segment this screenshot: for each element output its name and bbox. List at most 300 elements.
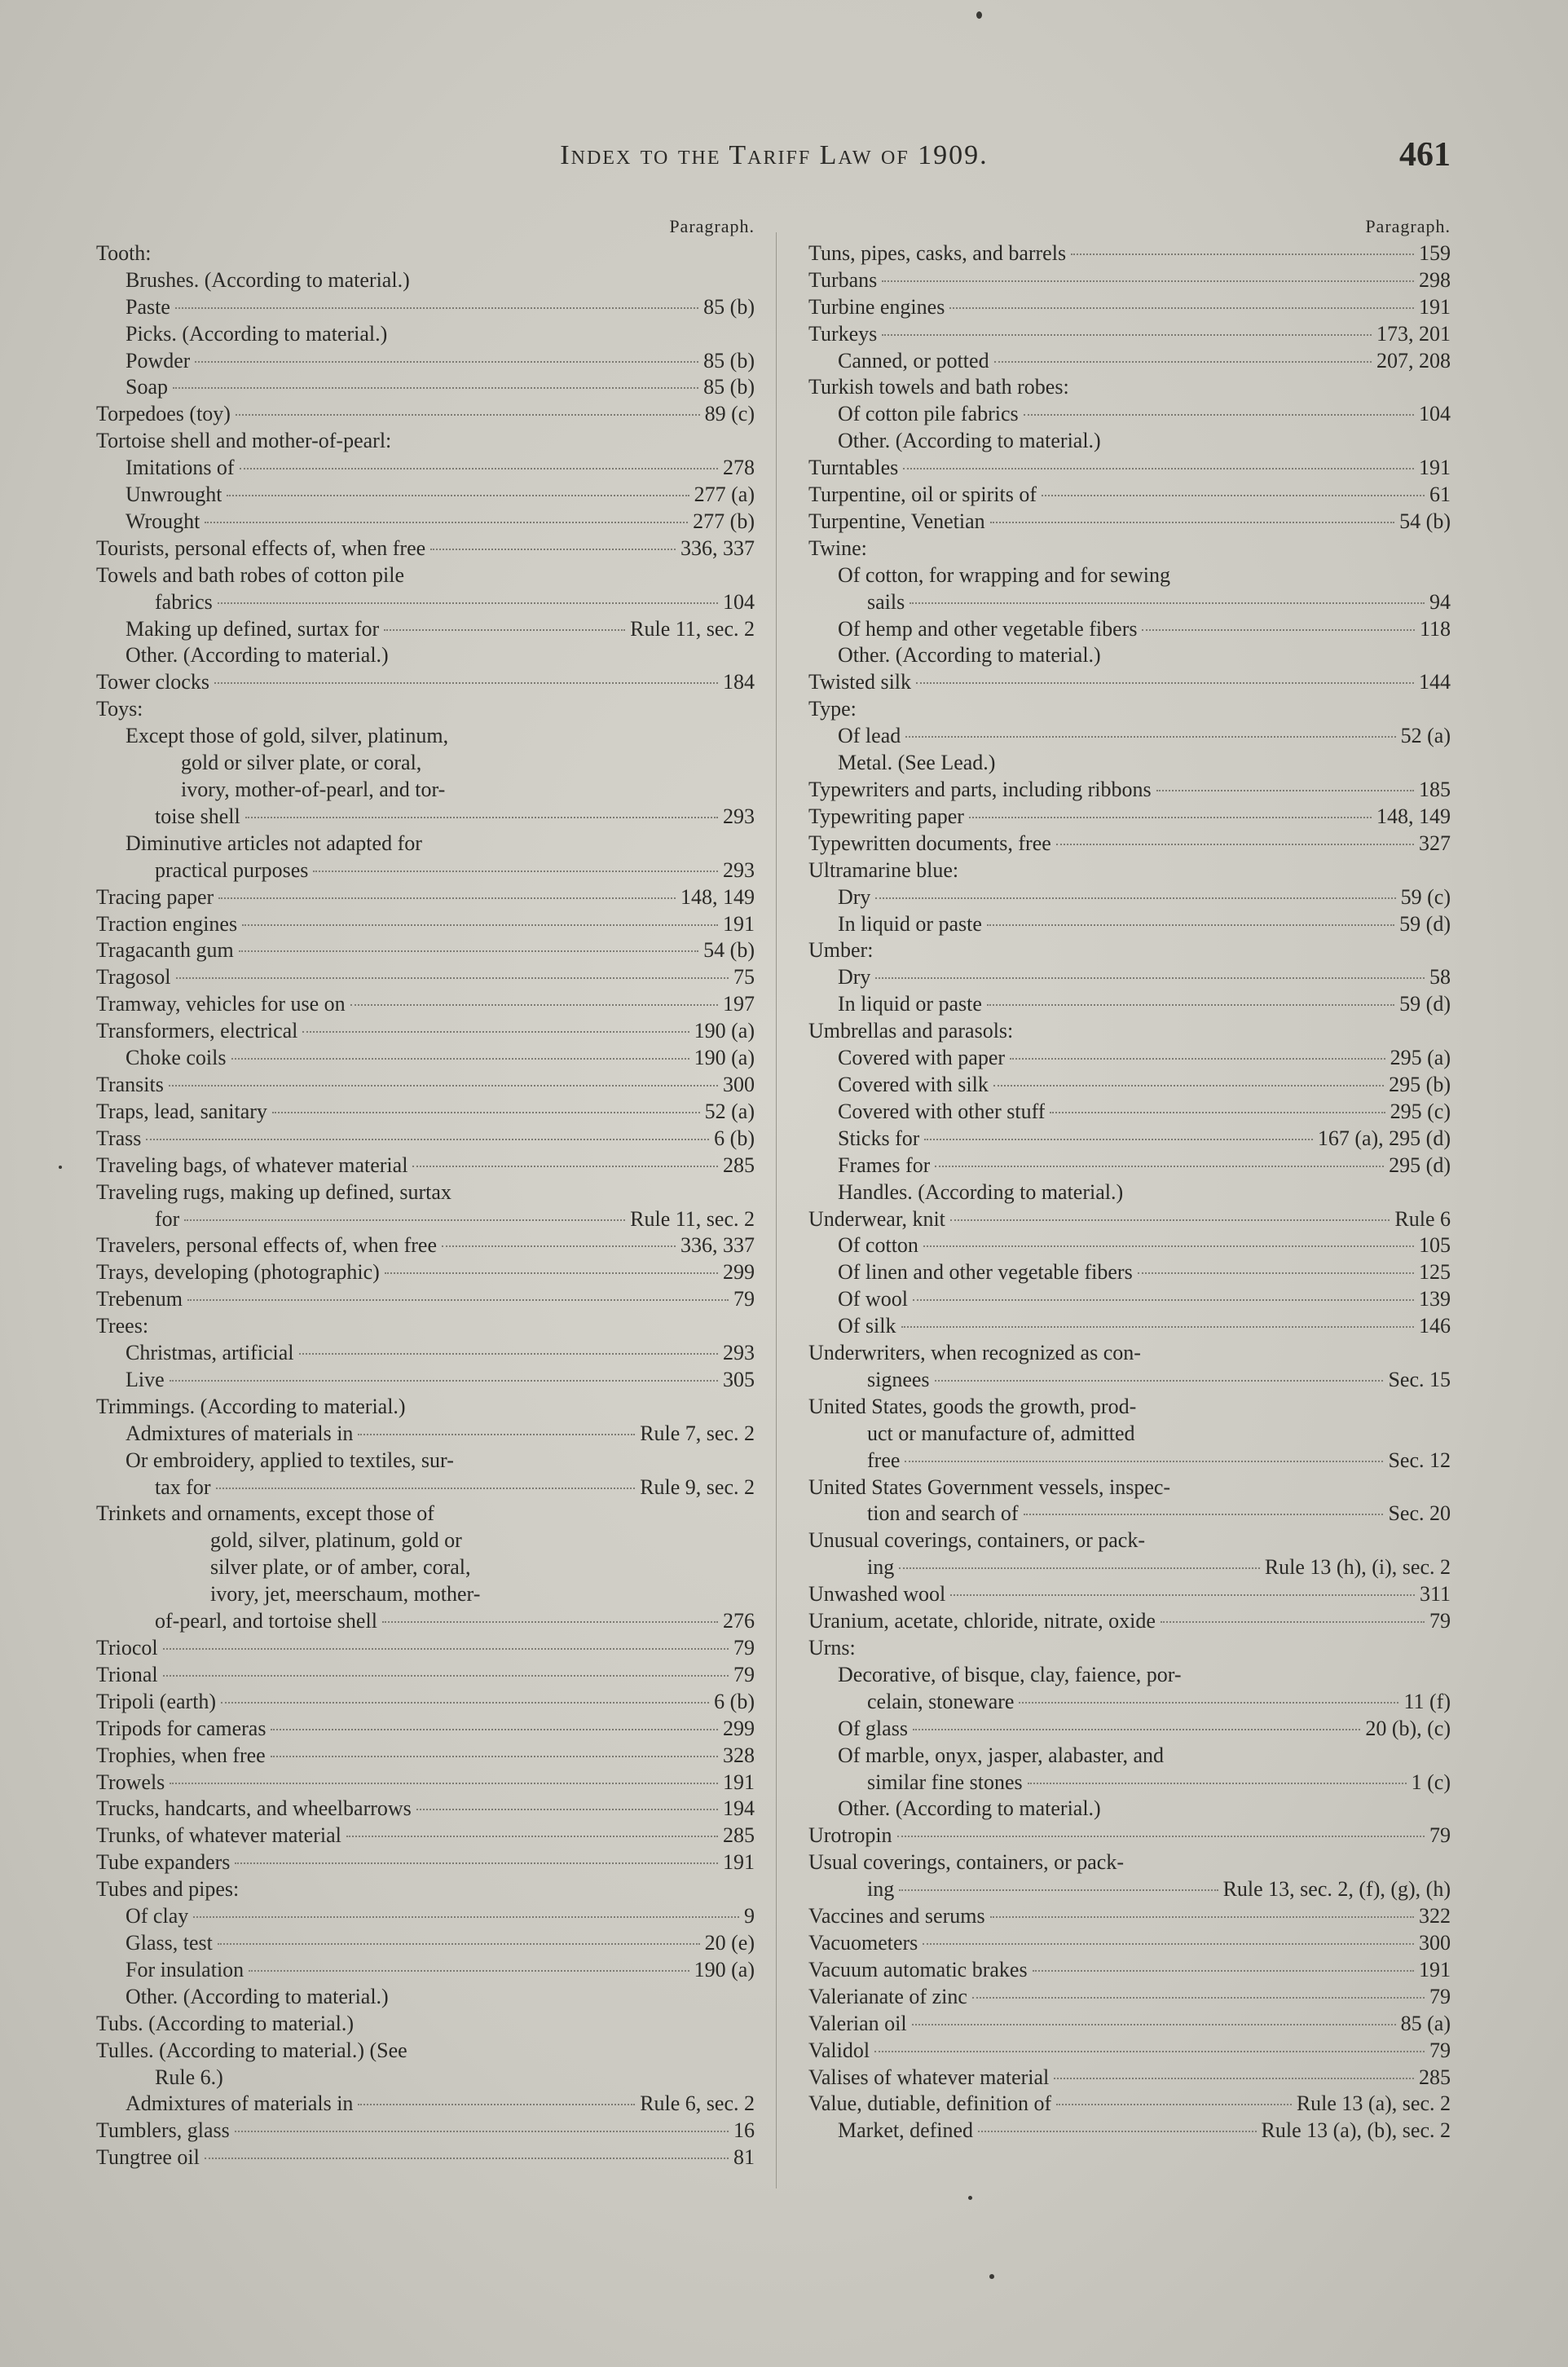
entry-term: Traps, lead, sanitary (96, 1099, 267, 1123)
paragraph-reference: 79 (733, 1662, 755, 1686)
index-entry (96, 911, 755, 938)
index-entry (808, 294, 1451, 321)
paragraph-reference: 173, 201 (1376, 321, 1451, 346)
index-entry (808, 240, 1451, 267)
index-entry (808, 777, 1451, 804)
dot-leader (912, 2024, 1396, 2025)
entry-term: Trays, developing (photographic) (96, 1260, 380, 1285)
paragraph-reference: Sec. 20 (1388, 1501, 1451, 1526)
index-subentry (96, 642, 755, 669)
entry-term: fabrics (155, 589, 213, 614)
entry-term: Of cotton pile fabrics (838, 402, 1019, 426)
entry-term: Picks. (According to material.) (126, 321, 388, 346)
index-subentry (96, 374, 755, 401)
dot-leader (163, 1648, 729, 1650)
entry-term: Tuns, pipes, casks, and barrels (808, 240, 1067, 265)
entry-term: Validol (808, 2038, 870, 2062)
dot-leader (1142, 629, 1414, 631)
paragraph-reference: 144 (1419, 670, 1451, 694)
index-entry-continuation: Trinkets and ornaments, except those of (96, 1501, 434, 1526)
entry-term: Tumblers, glass (96, 2118, 230, 2143)
dot-leader (1156, 790, 1414, 791)
entry-term: Wrought (126, 509, 200, 533)
paragraph-reference: 293 (723, 1341, 755, 1365)
index-subentry (808, 1501, 1451, 1527)
entry-term: Sticks for (838, 1126, 920, 1150)
paragraph-reference: 94 (1429, 589, 1451, 614)
index-subentry (96, 1930, 755, 1957)
entry-term: Of hemp and other vegetable fibers (838, 616, 1138, 641)
dot-leader (239, 950, 698, 952)
paragraph-reference: 295 (c) (1390, 1099, 1451, 1123)
paragraph-reference: 1 (c) (1411, 1770, 1451, 1794)
index-entry (96, 1662, 755, 1689)
entry-term: similar fine stones (867, 1770, 1023, 1794)
paragraph-reference: 75 (733, 965, 755, 990)
entry-term: Twine: (808, 536, 867, 560)
entry-term: Trass (96, 1126, 142, 1150)
index-entry (808, 455, 1451, 482)
entry-term: Tracing paper (96, 884, 214, 909)
paragraph-reference: 59 (d) (1399, 911, 1451, 936)
paragraph-reference: 61 (1429, 483, 1451, 507)
paragraph-reference: 167 (a), 295 (d) (1317, 1126, 1451, 1150)
dot-leader (302, 1031, 689, 1033)
entry-term: Turbine engines (808, 294, 945, 319)
dot-leader (249, 1970, 689, 1972)
dot-leader (1071, 253, 1414, 255)
index-entry (808, 374, 1451, 401)
entry-term: Tramway, vehicles for use on (96, 992, 346, 1016)
print-speck (968, 2196, 972, 2200)
dot-leader (1010, 1058, 1385, 1060)
paragraph-reference: 190 (a) (694, 1046, 755, 1070)
paragraph-reference: 298 (1419, 267, 1451, 292)
paragraph-reference: 328 (723, 1743, 755, 1767)
index-subentry (808, 1716, 1451, 1743)
entry-term: Typewriters and parts, including ribbons (808, 778, 1152, 802)
entry-term: Of glass (838, 1716, 908, 1740)
index-entry-continuation: Diminutive articles not adapted for (126, 831, 422, 855)
index-subentry (808, 348, 1451, 375)
paragraph-reference: 295 (b) (1389, 1072, 1451, 1096)
dot-leader (146, 1139, 709, 1140)
index-column-left (96, 214, 755, 2171)
entry-term: Tooth: (96, 240, 152, 265)
paragraph-reference: 191 (1419, 456, 1451, 480)
index-subentry (808, 964, 1451, 991)
entry-term: Christmas, artificial (126, 1341, 294, 1365)
dot-leader (875, 897, 1395, 899)
dot-leader (910, 602, 1425, 604)
dot-leader (271, 1729, 718, 1730)
paragraph-reference: 190 (a) (694, 1019, 755, 1043)
print-speck (976, 11, 982, 19)
entry-term: signees (867, 1367, 930, 1391)
paragraph-reference: 85 (b) (703, 375, 755, 399)
entry-term: Triocol (96, 1636, 158, 1660)
entry-term: Umber: (808, 938, 874, 963)
index-entry (808, 1635, 1451, 1662)
index-entry (96, 1716, 755, 1743)
index-subentry (96, 1608, 755, 1635)
dot-leader (173, 387, 698, 389)
entry-term: Of lead (838, 724, 901, 748)
index-entry (96, 2011, 755, 2038)
entry-term: practical purposes (155, 857, 309, 882)
paragraph-reference: 118 (1419, 616, 1451, 641)
entry-term: Choke coils (126, 1046, 227, 1070)
index-entry-continuation: United States, goods the growth, prod- (808, 1394, 1137, 1418)
entry-term: Underwear, knit (808, 1206, 945, 1231)
dot-leader (442, 1245, 676, 1247)
entry-term: Traction engines (96, 911, 238, 936)
index-subentry (808, 616, 1451, 643)
entry-term: In liquid or paste (838, 992, 982, 1016)
index-subentry (808, 750, 1451, 777)
dot-leader (935, 1380, 1384, 1382)
index-entry (96, 1259, 755, 1286)
index-entry (96, 937, 755, 964)
entry-term: tax for (155, 1474, 211, 1499)
dot-leader (299, 1353, 718, 1355)
index-subentry (96, 589, 755, 616)
dot-leader (240, 468, 718, 469)
dot-leader (874, 2051, 1425, 2052)
dot-leader (416, 1809, 718, 1810)
paragraph-reference: 293 (723, 857, 755, 882)
print-speck (59, 1166, 62, 1169)
dot-leader (235, 2131, 729, 2132)
index-subentry (96, 1903, 755, 1930)
index-column-right (808, 214, 1451, 2144)
entry-term: Trucks, handcarts, and wheelbarrows (96, 1796, 412, 1821)
paragraph-reference: 327 (1419, 831, 1451, 855)
paragraph-reference: 16 (733, 2118, 755, 2143)
paragraph-reference: 300 (1419, 1930, 1451, 1955)
index-entry (96, 1313, 755, 1340)
dot-leader (903, 468, 1414, 469)
index-entry-continuation: United States Government vessels, inspec- (808, 1474, 1171, 1499)
dot-leader (205, 2158, 729, 2159)
entry-term: Trunks, of whatever material (96, 1823, 341, 1848)
index-entry-continuation: ivory, jet, meerschaum, mother- (210, 1582, 481, 1607)
index-subentry (96, 267, 755, 294)
entry-term: Trimmings. (According to material.) (96, 1394, 406, 1418)
paragraph-reference: 194 (723, 1796, 755, 1821)
index-subentry (808, 1179, 1451, 1206)
paragraph-reference: 278 (723, 456, 755, 480)
dot-leader (1056, 2104, 1292, 2105)
entry-term: Urns: (808, 1636, 856, 1660)
paragraph-reference: Rule 7, sec. 2 (640, 1421, 755, 1445)
paragraph-reference: 148, 149 (1376, 804, 1451, 828)
index-entry (808, 857, 1451, 884)
paragraph-reference: 276 (723, 1609, 755, 1633)
paragraph-reference: 59 (c) (1400, 884, 1451, 909)
index-entry (808, 321, 1451, 348)
dot-leader (1056, 844, 1414, 845)
dot-leader (218, 602, 718, 604)
index-subentry (808, 1689, 1451, 1716)
index-subentry (96, 1206, 755, 1233)
paragraph-reference: 52 (a) (704, 1099, 755, 1123)
dot-leader (184, 1219, 625, 1221)
index-entry (808, 1608, 1451, 1635)
entry-term: Covered with silk (838, 1072, 989, 1096)
dot-leader (1033, 1970, 1414, 1972)
entry-term: Tripoli (earth) (96, 1689, 217, 1713)
entry-term: Brushes. (According to material.) (126, 267, 410, 292)
entry-term: Other. (According to material.) (838, 429, 1101, 453)
entry-term: Tungtree oil (96, 2145, 200, 2170)
entry-term: Uranium, acetate, chloride, nitrate, oxide (808, 1609, 1156, 1633)
index-entry (96, 1232, 755, 1259)
dot-leader (1028, 1783, 1407, 1784)
index-subentry (96, 616, 755, 643)
index-entry (808, 1581, 1451, 1608)
paragraph-reference: 148, 149 (680, 884, 755, 909)
paragraph-reference: 6 (b) (714, 1126, 755, 1150)
index-subentry (96, 1421, 755, 1448)
index-entry (808, 1018, 1451, 1045)
paragraph-reference: Rule 13, sec. 2, (f), (g), (h) (1222, 1877, 1451, 1902)
entry-term: Of wool (838, 1287, 908, 1311)
entry-term: Turkish towels and bath robes: (808, 375, 1069, 399)
entry-term: Powder (126, 348, 191, 372)
entry-term: Tubes and pipes: (96, 1877, 240, 1902)
paragraph-reference: 277 (a) (694, 483, 755, 507)
dot-leader (882, 334, 1372, 336)
dot-leader (899, 1889, 1218, 1891)
dot-leader (990, 522, 1395, 523)
entry-term: Covered with other stuff (838, 1099, 1046, 1123)
paragraph-reference: 159 (1419, 240, 1451, 265)
index-entry (808, 1903, 1451, 1930)
index-entry (96, 964, 755, 991)
dot-leader (875, 977, 1425, 979)
paragraph-reference: 285 (723, 1153, 755, 1177)
dot-leader (231, 1058, 689, 1060)
entry-term: Canned, or potted (838, 348, 989, 372)
paragraph-reference: 20 (b), (c) (1365, 1716, 1451, 1740)
dot-leader (913, 1299, 1414, 1301)
dot-leader (245, 817, 718, 818)
index-subentry (808, 1367, 1451, 1394)
dot-leader (972, 1997, 1425, 1999)
index-entry (808, 831, 1451, 857)
entry-term: Traveling bags, of whatever material (96, 1153, 408, 1177)
dot-leader (1050, 1112, 1385, 1113)
index-entry (96, 1849, 755, 1876)
paragraph-reference: 322 (1419, 1904, 1451, 1928)
dot-leader (358, 1434, 635, 1435)
paragraph-reference: 11 (f) (1403, 1689, 1451, 1713)
index-entry-continuation: ivory, mother-of-pearl, and tor- (181, 778, 446, 802)
entry-term: Valerianate of zinc (808, 1984, 967, 2008)
column-divider (776, 232, 777, 2188)
index-entry (96, 1126, 755, 1153)
paragraph-reference: 104 (723, 589, 755, 614)
dot-leader (950, 1219, 1390, 1221)
dot-leader (923, 1943, 1414, 1945)
paragraph-reference: 336, 337 (680, 1233, 755, 1258)
index-entry-continuation: Except those of gold, silver, platinum, (126, 724, 449, 748)
index-entry-continuation: Of marble, onyx, jasper, alabaster, and (838, 1743, 1165, 1767)
index-subentry (808, 1554, 1451, 1581)
paragraph-reference: 191 (1419, 1957, 1451, 1981)
index-entry (808, 1930, 1451, 1957)
paragraph-reference: 104 (1419, 402, 1451, 426)
column-heading-paragraph: Paragraph. (1365, 216, 1451, 236)
entry-term: Trional (96, 1662, 158, 1686)
index-entry (96, 1770, 755, 1796)
dot-leader (905, 736, 1395, 738)
index-entry (808, 267, 1451, 294)
running-head: Index to the Tariff Law of 1909. (560, 140, 989, 170)
dot-leader (205, 522, 688, 523)
index-entry (96, 1018, 755, 1045)
paragraph-reference: 105 (1419, 1233, 1451, 1258)
entry-term: Trowels (96, 1770, 165, 1794)
entry-term: Tourists, personal effects of, when free (96, 536, 426, 560)
entry-term: sails (867, 589, 905, 614)
index-subentry (808, 428, 1451, 455)
entry-term: toise shell (155, 804, 240, 828)
paragraph-reference: 146 (1419, 1314, 1451, 1338)
index-subentry (808, 589, 1451, 616)
index-subentry (96, 294, 755, 321)
index-entry-continuation: Or embroidery, applied to textiles, sur- (126, 1448, 454, 1472)
index-subentry (808, 1045, 1451, 1072)
index-entry-continuation: gold, silver, platinum, gold or (210, 1528, 462, 1553)
index-entry (96, 1635, 755, 1662)
entry-term: Covered with paper (838, 1046, 1006, 1070)
index-subentry (808, 1313, 1451, 1340)
index-entry (96, 991, 755, 1018)
dot-leader (1042, 495, 1425, 496)
paragraph-reference: 125 (1419, 1260, 1451, 1285)
index-entry-continuation: Underwriters, when recognized as con- (808, 1341, 1141, 1365)
index-subentry (96, 857, 755, 884)
index-subentry (96, 455, 755, 482)
dot-leader (987, 1004, 1394, 1006)
paragraph-reference: 295 (a) (1390, 1046, 1451, 1070)
dot-leader (987, 924, 1394, 926)
entry-term: Valerian oil (808, 2011, 907, 2035)
index-entry (96, 2144, 755, 2171)
dot-leader (216, 1488, 636, 1489)
paragraph-reference: 185 (1419, 778, 1451, 802)
dot-leader (1024, 1514, 1384, 1515)
column-heading-paragraph: Paragraph. (669, 216, 755, 236)
dot-leader (882, 280, 1414, 282)
entry-term: In liquid or paste (838, 911, 982, 936)
index-entry-continuation: Towels and bath robes of cotton pile (96, 562, 404, 587)
entry-term: Turpentine, oil or spirits of (808, 483, 1037, 507)
entry-term: Market, defined (838, 2118, 974, 2143)
paragraph-reference: 191 (723, 911, 755, 936)
index-entry-continuation: Decorative, of bisque, clay, faience, por- (838, 1662, 1182, 1686)
entry-term: Unwrought (126, 483, 222, 507)
entry-term: Typewriting paper (808, 804, 964, 828)
dot-leader (899, 1567, 1260, 1569)
paragraph-reference: 184 (723, 670, 755, 694)
index-subentry (808, 1259, 1451, 1286)
entry-term: Of silk (838, 1314, 896, 1338)
entry-term: Frames for (838, 1153, 931, 1177)
entry-term: Value, dutiable, definition of (808, 2092, 1052, 2116)
index-subentry (96, 1984, 755, 2011)
paragraph-reference: 207, 208 (1376, 348, 1451, 372)
paragraph-reference: 52 (a) (1400, 724, 1451, 748)
index-entry (96, 884, 755, 911)
paragraph-reference: 197 (723, 992, 755, 1016)
dot-leader (236, 414, 700, 416)
entry-term: Trees: (96, 1314, 149, 1338)
dot-leader (193, 1916, 739, 1918)
entry-term: Umbrellas and parasols: (808, 1019, 1014, 1043)
paragraph-reference: 305 (723, 1367, 755, 1391)
entry-term: Trophies, when free (96, 1743, 266, 1767)
entry-term: Live (126, 1367, 165, 1391)
index-entry (96, 1394, 755, 1421)
paragraph-reference: 336, 337 (680, 536, 755, 560)
dot-leader (1054, 2078, 1414, 2079)
dot-leader (949, 307, 1414, 309)
entry-term: Dry (838, 884, 871, 909)
index-entry (96, 1876, 755, 1903)
index-entry (96, 1153, 755, 1179)
index-entry (96, 536, 755, 562)
index-subentry (96, 321, 755, 348)
index-entry (808, 1984, 1451, 2011)
dot-leader (176, 977, 729, 979)
paragraph-reference: 89 (c) (704, 402, 755, 426)
dot-leader (346, 1836, 718, 1837)
entry-term: Tripods for cameras (96, 1716, 266, 1740)
entry-term: Metal. (See Lead.) (838, 751, 996, 775)
index-subentry (808, 1770, 1451, 1796)
entry-term: Transits (96, 1072, 164, 1096)
paragraph-reference: 311 (1419, 1582, 1451, 1607)
entry-term: Twisted silk (808, 670, 912, 694)
paragraph-reference: 9 (744, 1904, 755, 1928)
dot-leader (905, 1461, 1383, 1462)
entry-term: Other. (According to material.) (838, 643, 1101, 668)
index-entry (96, 1823, 755, 1849)
dot-leader (950, 1594, 1415, 1596)
paragraph-reference: 191 (723, 1850, 755, 1875)
index-entry (96, 240, 755, 267)
index-subentry (808, 991, 1451, 1018)
index-subentry (96, 482, 755, 509)
index-entry-continuation: Unusual coverings, containers, or pack- (808, 1528, 1145, 1553)
dot-leader (978, 2131, 1256, 2132)
index-entry-continuation: Of cotton, for wrapping and for sewing (838, 562, 1170, 587)
dot-leader (384, 629, 625, 631)
paragraph-reference: 79 (1429, 1984, 1451, 2008)
entry-term: Of clay (126, 1904, 189, 1928)
index-entry-continuation: uct or manufacture of, admitted (867, 1421, 1135, 1445)
entry-term: Turntables (808, 456, 899, 480)
entry-term: Admixtures of materials in (126, 2092, 354, 2116)
dot-leader (163, 1675, 729, 1677)
index-entry (808, 1206, 1451, 1233)
paragraph-reference: 20 (e) (704, 1930, 755, 1955)
dot-leader (242, 924, 718, 926)
dot-leader (170, 1783, 718, 1784)
